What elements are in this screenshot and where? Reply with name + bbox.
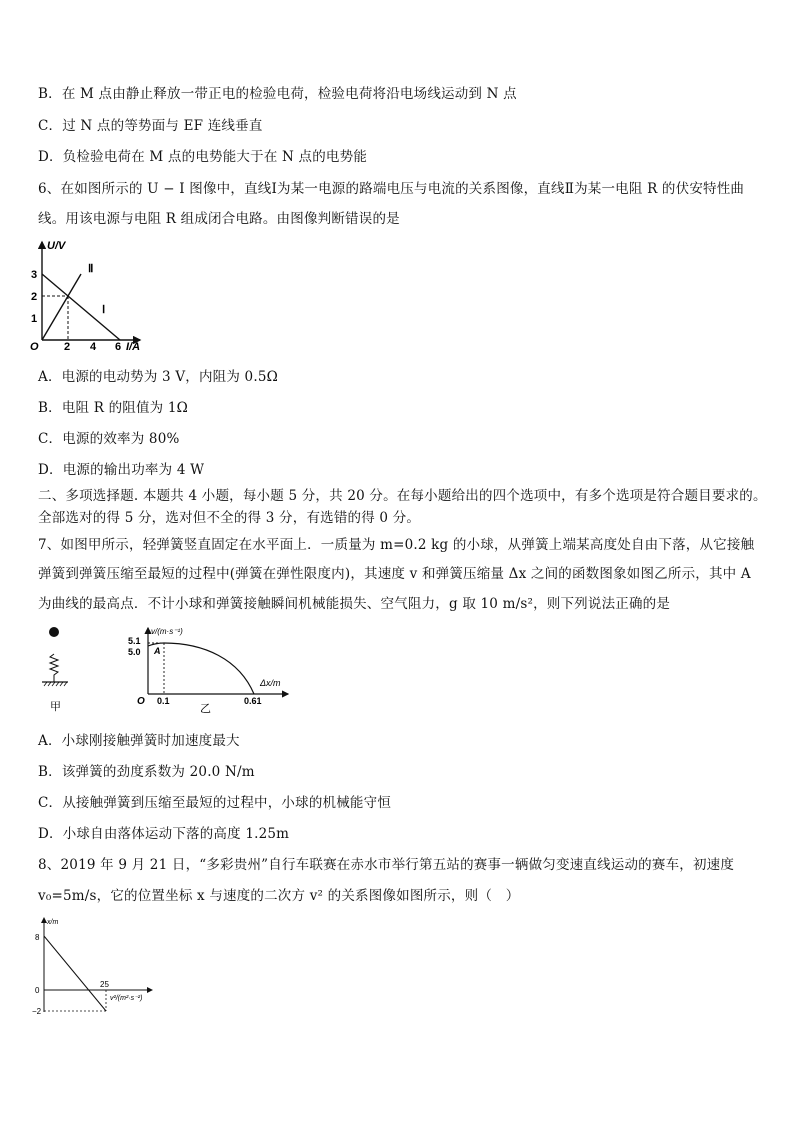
q6-option-d: D．电源的输出功率为 4 W	[38, 462, 205, 478]
q7-x-tick-01: 0.1	[157, 696, 170, 706]
q8-x-v2-graph	[30, 914, 180, 1018]
q8-y-label: x/m	[47, 919, 59, 926]
q7-x-label: Δx/m	[260, 678, 281, 688]
q6-x-tick-4: 4	[90, 341, 97, 353]
q6-line-ii-label: Ⅱ	[88, 263, 94, 275]
q8-line2: v₀=5m/s，它的位置坐标 x 与速度的二次方 v² 的关系图像如图所示，则（ ）	[38, 888, 520, 904]
q6-y-tick-3: 3	[31, 269, 38, 281]
section2-line2: 全部选对的得 5 分，选对但不全的得 3 分，有选错的得 0 分。	[38, 510, 421, 526]
q6-option-a: A．电源的电动势为 3 V，内阻为 0.5Ω	[38, 369, 279, 385]
q5-option-b: B．在 M 点由静止释放一带正电的检验电荷，检验电荷将沿电场线运动到 N 点	[38, 86, 517, 102]
q7-y-label: v/(m·s⁻¹)	[151, 627, 183, 636]
q7-option-c: C．从接触弹簧到压缩至最短的过程中，小球的机械能守恒	[38, 795, 392, 811]
q7-option-b: B．该弹簧的劲度系数为 20.0 N/m	[38, 764, 255, 780]
q7-v-dx-graph	[124, 624, 300, 716]
q7-line3: 为曲线的最高点．不计小球和弹簧接触瞬间机械能损失、空气阻力，g 取 10 m/s²，则下列说法正确的是	[38, 596, 671, 612]
q5-option-c: C．过 N 点的等势面与 EF 连线垂直	[38, 118, 263, 134]
q6-origin: O	[30, 341, 39, 353]
q6-ui-graph	[28, 236, 148, 354]
q6-option-c: C．电源的效率为 80%	[38, 431, 180, 447]
spring-icon	[50, 654, 58, 682]
q7-spring-figure	[38, 624, 78, 716]
q6-stem-line2: 线。用该电源与电阻 R 组成闭合电路。由图像判断错误的是	[38, 211, 400, 227]
q6-option-b: B．电阻 R 的阻值为 1Ω	[38, 400, 189, 416]
ball-icon	[49, 627, 59, 637]
q6-stem-line1: 6、在如图所示的 U − I 图像中，直线Ⅰ为某一电源的路端电压与电流的关系图像，直线Ⅱ为某一电阻 R 的伏安特性曲	[38, 181, 745, 197]
q7-option-d: D．小球自由落体运动下落的高度 1.25m	[38, 826, 290, 842]
q8-y-tick-8: 8	[35, 933, 40, 942]
q6-x-label: I/A	[126, 341, 141, 353]
q7-y-tick-50: 5.0	[128, 647, 141, 657]
q6-line-i	[42, 274, 120, 340]
q6-line-ii	[42, 274, 81, 340]
q7-label-yi: 乙	[200, 703, 211, 715]
q7-y-tick-51: 5.1	[128, 636, 141, 646]
q7-point-a: A	[154, 646, 161, 656]
q6-x-tick-2: 2	[64, 341, 71, 353]
q8-x-label: v²/(m²·s⁻²)	[110, 995, 143, 1002]
q8-y-tick-0: 0	[35, 986, 40, 995]
q8-y-tick-neg2: −2	[32, 1007, 42, 1016]
q8-line1: 8、2019 年 9 月 21 日，“多彩贵州”自行车联赛在赤水市举行第五站的赛事一辆做匀变速直线运动的赛车，初速度	[38, 857, 735, 873]
q7-x-tick-061: 0.61	[244, 696, 262, 706]
q6-line-i-label: Ⅰ	[102, 304, 106, 316]
q5-option-d: D．负检验电荷在 M 点的电势能大于在 N 点的电势能	[38, 149, 368, 165]
q7-option-a: A．小球刚接触弹簧时加速度最大	[38, 733, 240, 749]
q6-y-tick-2: 2	[31, 291, 38, 303]
q6-y-label: U/V	[47, 240, 66, 252]
q8-x-tick-25: 25	[100, 980, 109, 989]
section2-line1: 二、多项选择题. 本题共 4 小题，每小题 5 分，共 20 分。在每小题给出的四个选项中，有多个选项是符合题目要求的。	[38, 488, 767, 504]
q7-line2: 弹簧到弹簧压缩至最短的过程中(弹簧在弹性限度内)，其速度 v 和弹簧压缩量 Δx 之间的函数图象如图乙所示，其中 A	[38, 566, 751, 582]
q6-x-tick-6: 6	[115, 341, 122, 353]
q7-line1: 7、如图甲所示，轻弹簧竖直固定在水平面上．一质量为 m=0.2 kg 的小球，从弹簧上端某高度处自由下落，从它接触	[38, 537, 755, 553]
q7-label-jia: 甲	[50, 701, 61, 713]
q8-line	[44, 936, 106, 1011]
q7-origin: O	[137, 696, 145, 707]
q6-y-tick-1: 1	[31, 313, 38, 325]
